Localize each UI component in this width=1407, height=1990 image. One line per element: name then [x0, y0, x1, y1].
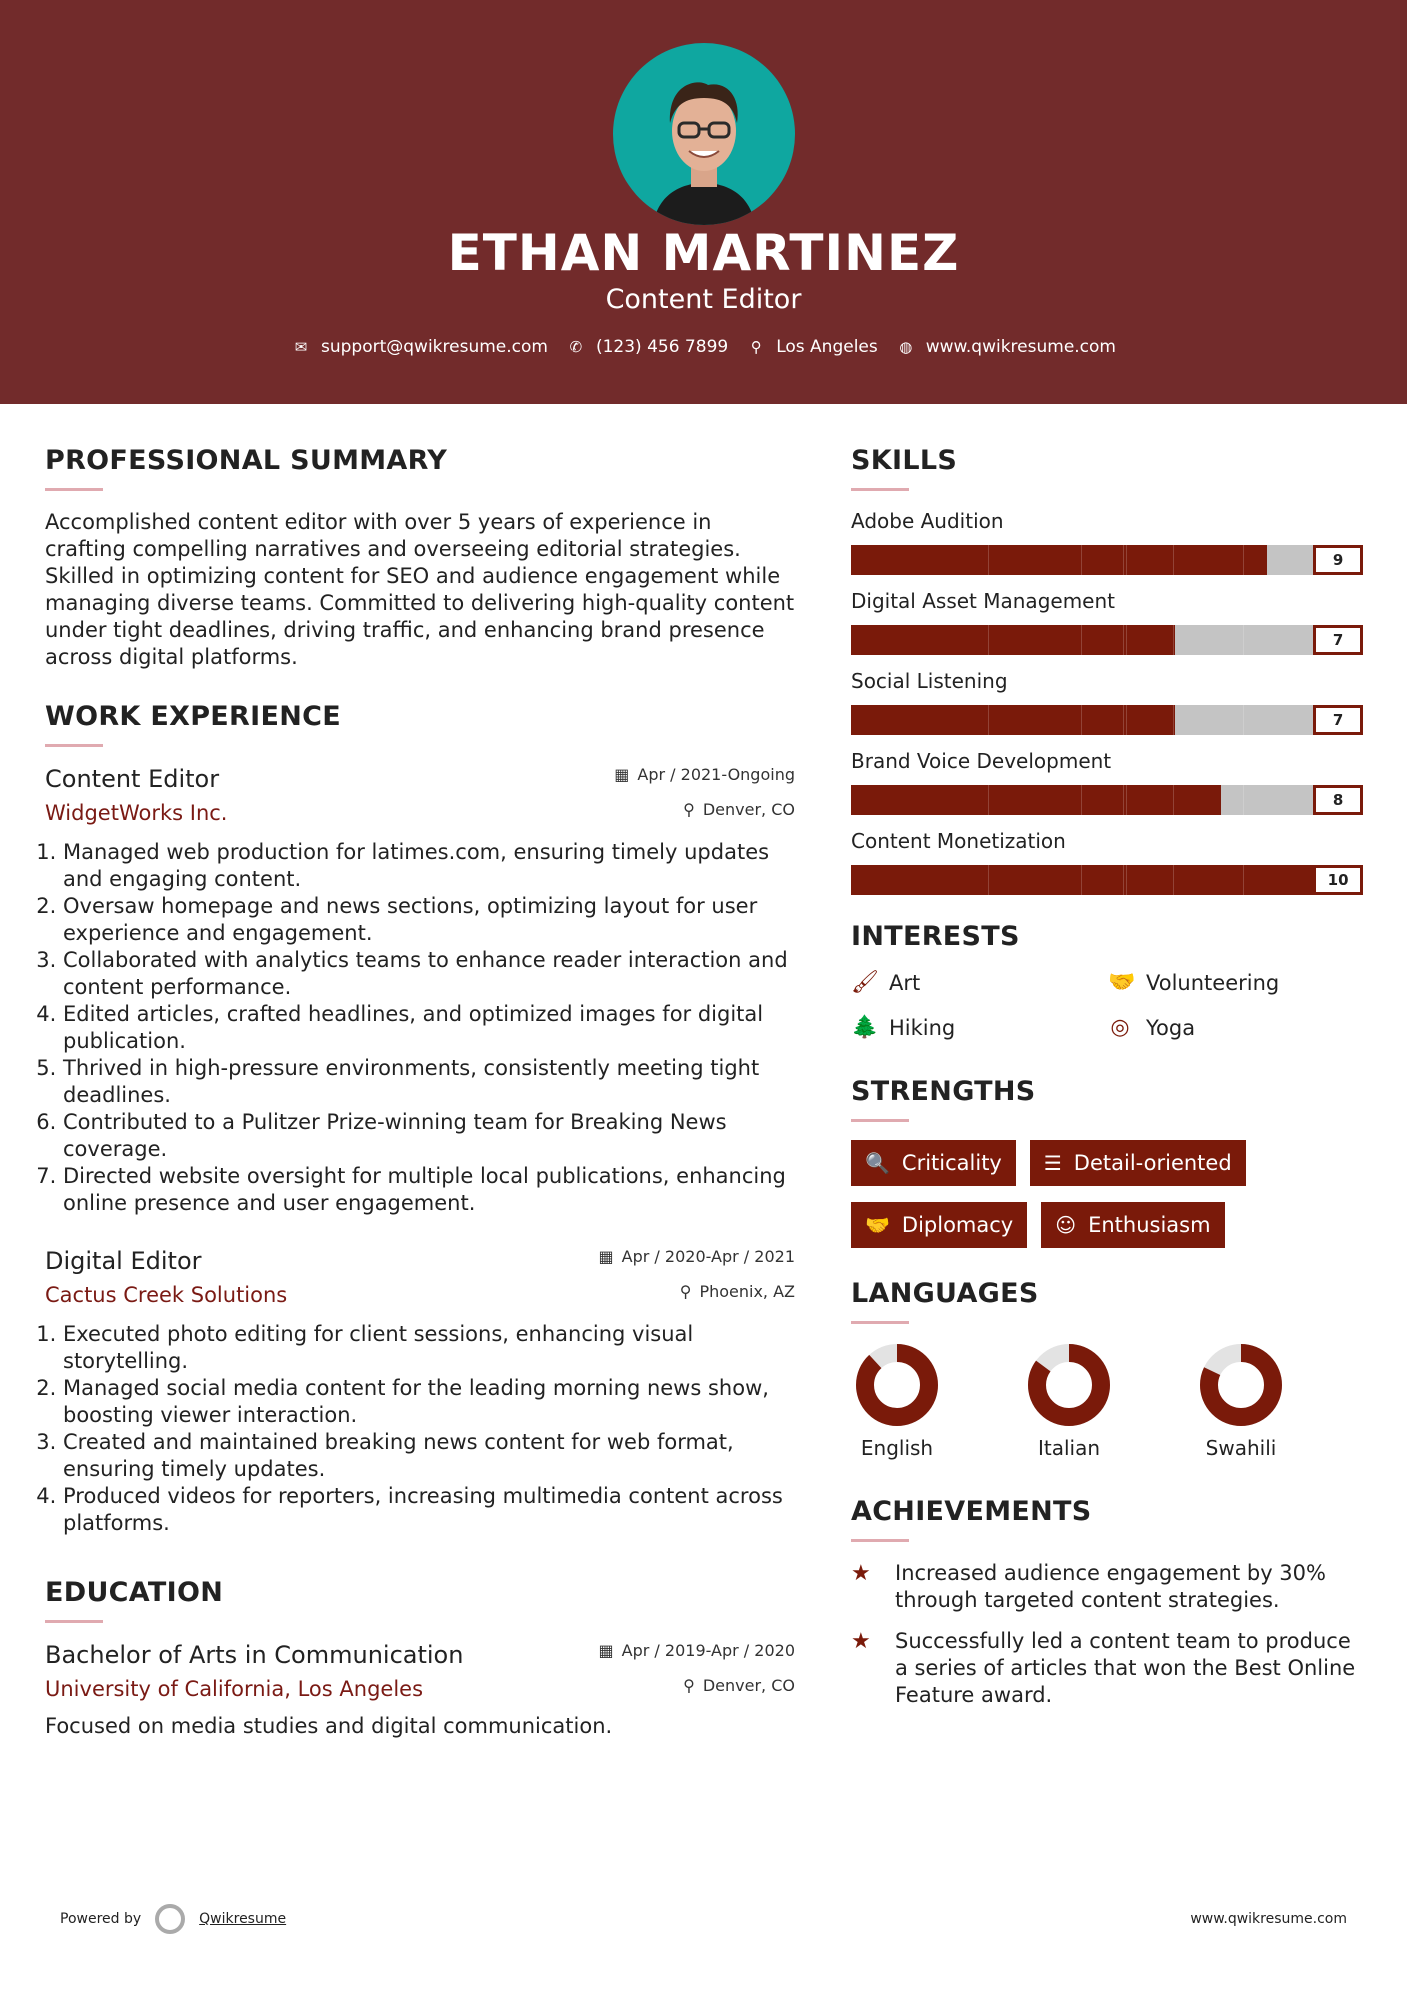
skill-item: [851, 509, 1366, 575]
calendar-icon: ▦: [614, 765, 630, 784]
interest-item: [851, 1015, 1108, 1040]
job-title: Digital Editor: [45, 1247, 202, 1275]
section-title: INTERESTS: [851, 921, 1020, 952]
contact-text: www.qwikresume.com: [925, 337, 1116, 357]
skill-level: 7: [1313, 625, 1363, 655]
skill-item: [851, 589, 1366, 655]
bullet-item: 6. Contributed to a Pulitzer Prize-winning team for Breaking News coverage.: [63, 1109, 795, 1163]
strength-label: Detail-oriented: [1073, 1151, 1232, 1175]
job-title: Content Editor: [45, 765, 220, 793]
contact-item[interactable]: [566, 337, 728, 357]
skill-level: 7: [1313, 705, 1363, 735]
job-entry: [45, 1247, 795, 1537]
skill-bar-fill: [851, 545, 1267, 575]
achievement-text: Successfully led a content team to produce a series of articles that won the Best Online Feature award.: [895, 1629, 1356, 1707]
language-item: [1195, 1342, 1287, 1460]
footer-url[interactable]: www.qwikresume.com: [1190, 1911, 1347, 1927]
powered-by-label: Powered by: [60, 1911, 142, 1927]
skill-bar: [851, 705, 1313, 735]
language-donut: [1198, 1342, 1284, 1428]
section-divider: [851, 1539, 909, 1542]
section-divider: [851, 488, 909, 491]
job-entry: [45, 765, 795, 1217]
calendar-icon: ▦: [598, 1247, 614, 1266]
education-section: [45, 1577, 795, 1740]
achievement-item: [851, 1560, 1366, 1614]
job-location: Phoenix, AZ: [699, 1282, 795, 1301]
section-title: WORK EXPERIENCE: [45, 701, 341, 732]
skill-bar-fill: [851, 785, 1221, 815]
school-name: University of California, Los Angeles: [45, 1677, 424, 1701]
pin-icon: ⚲: [683, 800, 695, 819]
skill-level: 8: [1313, 785, 1363, 815]
section-divider: [851, 1321, 909, 1324]
skill-item: [851, 669, 1366, 735]
interest-item: [1108, 970, 1365, 995]
summary-section: [45, 445, 795, 671]
interest-label: Art: [889, 970, 921, 995]
pin-icon: ⚲: [683, 1676, 695, 1695]
skill-level: 9: [1313, 545, 1363, 575]
handshake-icon: 🤝: [1108, 970, 1136, 995]
smile-icon: ☺: [1055, 1213, 1077, 1237]
strength-chip: [1041, 1202, 1224, 1248]
job-location: Denver, CO: [702, 800, 795, 819]
language-item: [851, 1342, 943, 1460]
language-donut: [1026, 1342, 1112, 1428]
skill-bar: [851, 625, 1313, 655]
lifebuoy-icon: ◎: [1110, 1015, 1130, 1040]
map-pin-icon: ⚲: [750, 338, 762, 356]
skill-level: 10: [1313, 865, 1363, 895]
handshake-icon: 🤝: [865, 1213, 890, 1237]
bullet-item: 7. Directed website oversight for multiple local publications, enhancing online presence and user engagement.: [63, 1163, 795, 1217]
strength-label: Criticality: [901, 1151, 1002, 1175]
brand-link[interactable]: Qwikresume: [199, 1911, 287, 1927]
globe-icon: ◍: [899, 338, 913, 356]
strength-chip: [1030, 1140, 1246, 1186]
skill-name: Digital Asset Management: [851, 589, 1115, 613]
language-donut: [854, 1342, 940, 1428]
summary-text: Accomplished content editor with over 5 years of experience in crafting compelling narratives and overseeing editorial strategies. Skilled in optimizing content for SEO and audience engagement while managing diverse teams. Committed to delivering high-quality content under tight deadlines, driving traffic, and enhancing brand presence across digital platforms.: [45, 510, 795, 669]
powered-by: [60, 1904, 286, 1934]
contact-item[interactable]: [896, 337, 1116, 357]
skill-name: Content Monetization: [851, 829, 1066, 853]
section-title: LANGUAGES: [851, 1278, 1039, 1309]
strengths-section: [851, 1076, 1366, 1248]
tree-icon: 🌲: [851, 1015, 879, 1040]
achievement-item: [851, 1628, 1366, 1709]
section-title: ACHIEVEMENTS: [851, 1496, 1092, 1527]
paintbrush-icon: 🖌: [851, 970, 879, 995]
bullet-item: 2. Oversaw homepage and news sections, optimizing layout for user experience and engagement.: [63, 893, 795, 947]
bullet-item: 1. Executed photo editing for client sessions, enhancing visual storytelling.: [63, 1321, 795, 1375]
bullet-item: 4. Edited articles, crafted headlines, and optimized images for digital publication.: [63, 1001, 795, 1055]
strength-label: Enthusiasm: [1088, 1213, 1211, 1237]
right-column: [851, 445, 1366, 1723]
qwikresume-logo-icon: [155, 1904, 185, 1934]
pin-icon: ⚲: [679, 1282, 692, 1301]
strength-chip: [851, 1140, 1016, 1186]
job-date: Apr / 2020-Apr / 2021: [621, 1247, 795, 1266]
star-icon: ★: [851, 1629, 871, 1654]
strength-label: Diplomacy: [901, 1213, 1014, 1237]
interest-item: [851, 970, 1108, 995]
bullet-item: 1. Managed web production for latimes.com, ensuring timely updates and engaging content.: [63, 839, 795, 893]
phone-icon: ✆: [569, 338, 583, 356]
section-title: PROFESSIONAL SUMMARY: [45, 445, 448, 476]
resume-header: [0, 0, 1407, 404]
interest-label: Yoga: [1146, 1015, 1196, 1040]
interest-label: Volunteering: [1146, 970, 1280, 995]
left-column: [45, 445, 795, 1740]
contact-text: support@qwikresume.com: [321, 337, 548, 357]
section-divider: [851, 1119, 909, 1122]
education-note: Focused on media studies and digital communication.: [45, 1714, 613, 1738]
candidate-name: ETHAN MARTINEZ: [447, 224, 960, 282]
achievements-section: [851, 1496, 1366, 1709]
interests-section: [851, 921, 1366, 1040]
contact-text: (123) 456 7899: [595, 337, 729, 357]
degree-title: Bachelor of Arts in Communication: [45, 1641, 464, 1669]
star-icon: ★: [851, 1561, 871, 1586]
education-date: Apr / 2019-Apr / 2020: [621, 1641, 795, 1660]
education-location: Denver, CO: [702, 1676, 795, 1695]
section-title: SKILLS: [851, 445, 958, 476]
bullet-item: 4. Produced videos for reporters, increasing multimedia content across platforms.: [63, 1483, 795, 1537]
section-title: EDUCATION: [45, 1577, 224, 1608]
contact-text: Los Angeles: [776, 337, 878, 357]
job-bullets: [45, 839, 795, 1217]
achievement-text: Increased audience engagement by 30% through targeted content strategies.: [895, 1561, 1326, 1612]
contact-item[interactable]: [291, 337, 548, 357]
search-icon: 🔍: [865, 1151, 890, 1175]
section-divider: [45, 488, 103, 491]
contact-item[interactable]: [746, 337, 878, 357]
interest-label: Hiking: [889, 1015, 956, 1040]
skill-name: Brand Voice Development: [851, 749, 1112, 773]
envelope-icon: ✉: [294, 338, 308, 356]
company-name: Cactus Creek Solutions: [45, 1283, 288, 1307]
strength-chip: [851, 1202, 1027, 1248]
profile-photo: [613, 43, 795, 225]
skill-item: [851, 749, 1366, 815]
bullet-item: 3. Collaborated with analytics teams to enhance reader interaction and content performance.: [63, 947, 795, 1001]
list-icon: ☰: [1043, 1151, 1062, 1175]
job-date: Apr / 2021-Ongoing: [637, 765, 795, 784]
language-level-arc: [865, 1353, 929, 1417]
languages-section: [851, 1278, 1366, 1460]
bullet-item: 2. Managed social media content for the leading morning news show, boosting viewer interaction.: [63, 1375, 795, 1429]
language-name: Swahili: [1205, 1436, 1277, 1460]
job-bullets: [45, 1321, 795, 1537]
section-divider: [45, 744, 103, 747]
skill-bar: [851, 865, 1313, 895]
calendar-icon: ▦: [598, 1641, 614, 1660]
skill-bar: [851, 785, 1313, 815]
candidate-role: Content Editor: [605, 284, 802, 315]
bullet-item: 5. Thrived in high-pressure environments, consistently meeting tight deadlines.: [63, 1055, 795, 1109]
bullet-item: 3. Created and maintained breaking news content for web format, ensuring timely updates.: [63, 1429, 795, 1483]
footer: [0, 1896, 1407, 1936]
section-divider: [45, 1620, 103, 1623]
language-name: Italian: [1037, 1436, 1101, 1460]
interest-item: [1108, 1015, 1365, 1040]
language-item: [1023, 1342, 1115, 1460]
skills-section: [851, 445, 1366, 895]
experience-section: [45, 701, 795, 1537]
skill-bar: [851, 545, 1313, 575]
language-name: English: [860, 1436, 934, 1460]
section-title: STRENGTHS: [851, 1076, 1036, 1107]
skill-item: [851, 829, 1366, 895]
skill-name: Social Listening: [851, 669, 1008, 693]
skill-name: Adobe Audition: [851, 509, 1004, 533]
company-name: WidgetWorks Inc.: [45, 801, 228, 825]
contact-bar: [0, 337, 1407, 357]
